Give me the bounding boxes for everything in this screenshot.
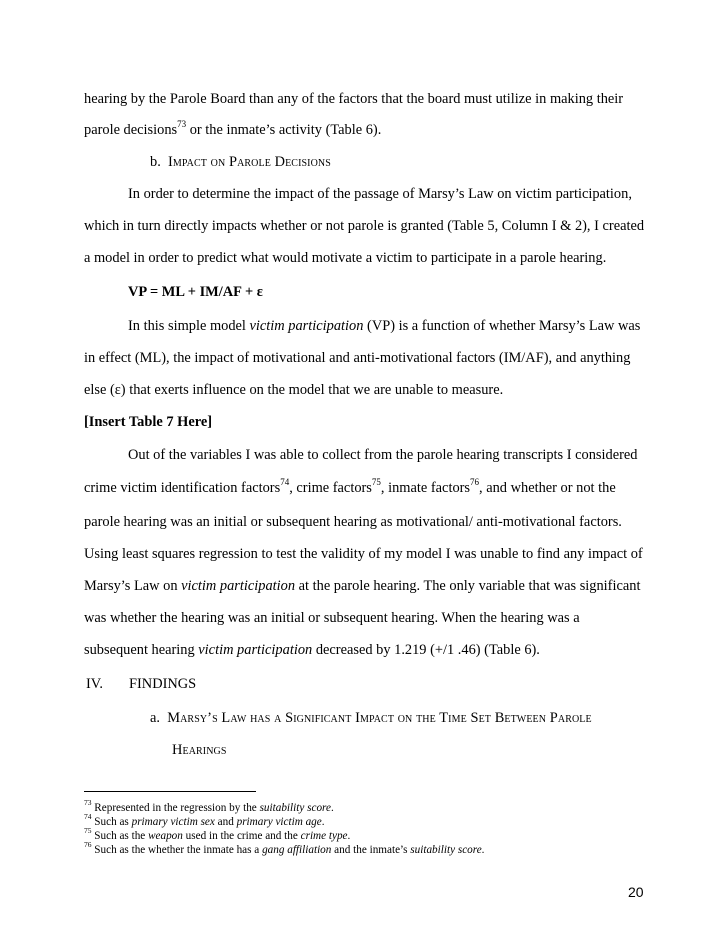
paragraph-line: subsequent hearing victim participation decreased by 1.219 (+/1 .46) (Table 6). (84, 642, 540, 658)
paragraph-line: which in turn directly impacts whether or not parole is granted (Table 5, Column I & 2), I created (84, 218, 645, 234)
subheading-title-continued: Hearings (172, 742, 227, 758)
paragraph-line: in effect (ML), the impact of motivational and anti-motivational factors (IM/AF), and anything (84, 350, 631, 366)
footnote-ref: 75 (371, 477, 381, 488)
section-number: IV. (86, 676, 103, 692)
subheading-title: Marsy’s Law has a Significant Impact on the Time Set Between Parole (167, 710, 592, 726)
paragraph-line: was whether the hearing was an initial or subsequent hearing. When the hearing was a (84, 610, 580, 626)
footnote-73: $^{73}$ Represented in the regression by the suitability score. (84, 798, 334, 814)
section-title: FINDINGS (129, 676, 197, 692)
paragraph-line: parole decisions$^{73}$ or the inmate’s activity (Table 6). (84, 119, 382, 138)
footnote-separator (84, 791, 256, 792)
paragraph-line: Using least squares regression to test the validity of my model I was unable to find any impact of (84, 546, 643, 562)
subheading-title: Impact on Parole Decisions (168, 154, 331, 170)
footnote-ref: 73 (177, 119, 187, 130)
paragraph-line: In order to determine the impact of the passage of Marsy’s Law on victim participation, (128, 186, 632, 202)
page-number: 20 (628, 884, 644, 900)
paragraph-line: In this simple model victim participation (VP) is a function of whether Marsy’s Law was (128, 318, 641, 334)
model-equation: VP = ML + IM/AF + ε (128, 284, 263, 300)
footnote-ref: 74 (280, 477, 290, 488)
subheading-b: b. Impact on Parole Decisions (150, 154, 331, 170)
footnote-74: $^{74}$ Such as primary victim sex and primary victim age. (84, 812, 325, 828)
table-placeholder: [Insert Table 7 Here] (84, 414, 213, 430)
paragraph-line: Out of the variables I was able to collect from the parole hearing transcripts I considered (128, 447, 638, 463)
paragraph-line: Marsy’s Law on victim participation at the parole hearing. The only variable that was significant (84, 578, 641, 594)
footnote-75: $^{75}$ Such as the weapon used in the crime and the crime type. (84, 826, 351, 842)
paragraph-line: crime victim identification factors$^{74}$, crime factors$^{75}$, inmate factors$^{76}$, and whether or not the (84, 477, 616, 496)
paragraph-line: hearing by the Parole Board than any of the factors that the board must utilize in making their (84, 91, 624, 107)
paragraph-line: parole hearing was an initial or subsequent hearing as motivational/ anti-motivational factors. (84, 514, 622, 530)
footnote-ref: 76 (470, 477, 480, 488)
paragraph-line: a model in order to predict what would motivate a victim to participate in a parole hearing. (84, 250, 607, 266)
paragraph-line: else (ε) that exerts influence on the model that we are unable to measure. (84, 382, 504, 398)
footnote-76: $^{76}$ Such as the whether the inmate has a gang affiliation and the inmate’s suitability score. (84, 840, 485, 856)
subheading-a: a. Marsy’s Law has a Significant Impact on the Time Set Between Parole (150, 710, 592, 726)
